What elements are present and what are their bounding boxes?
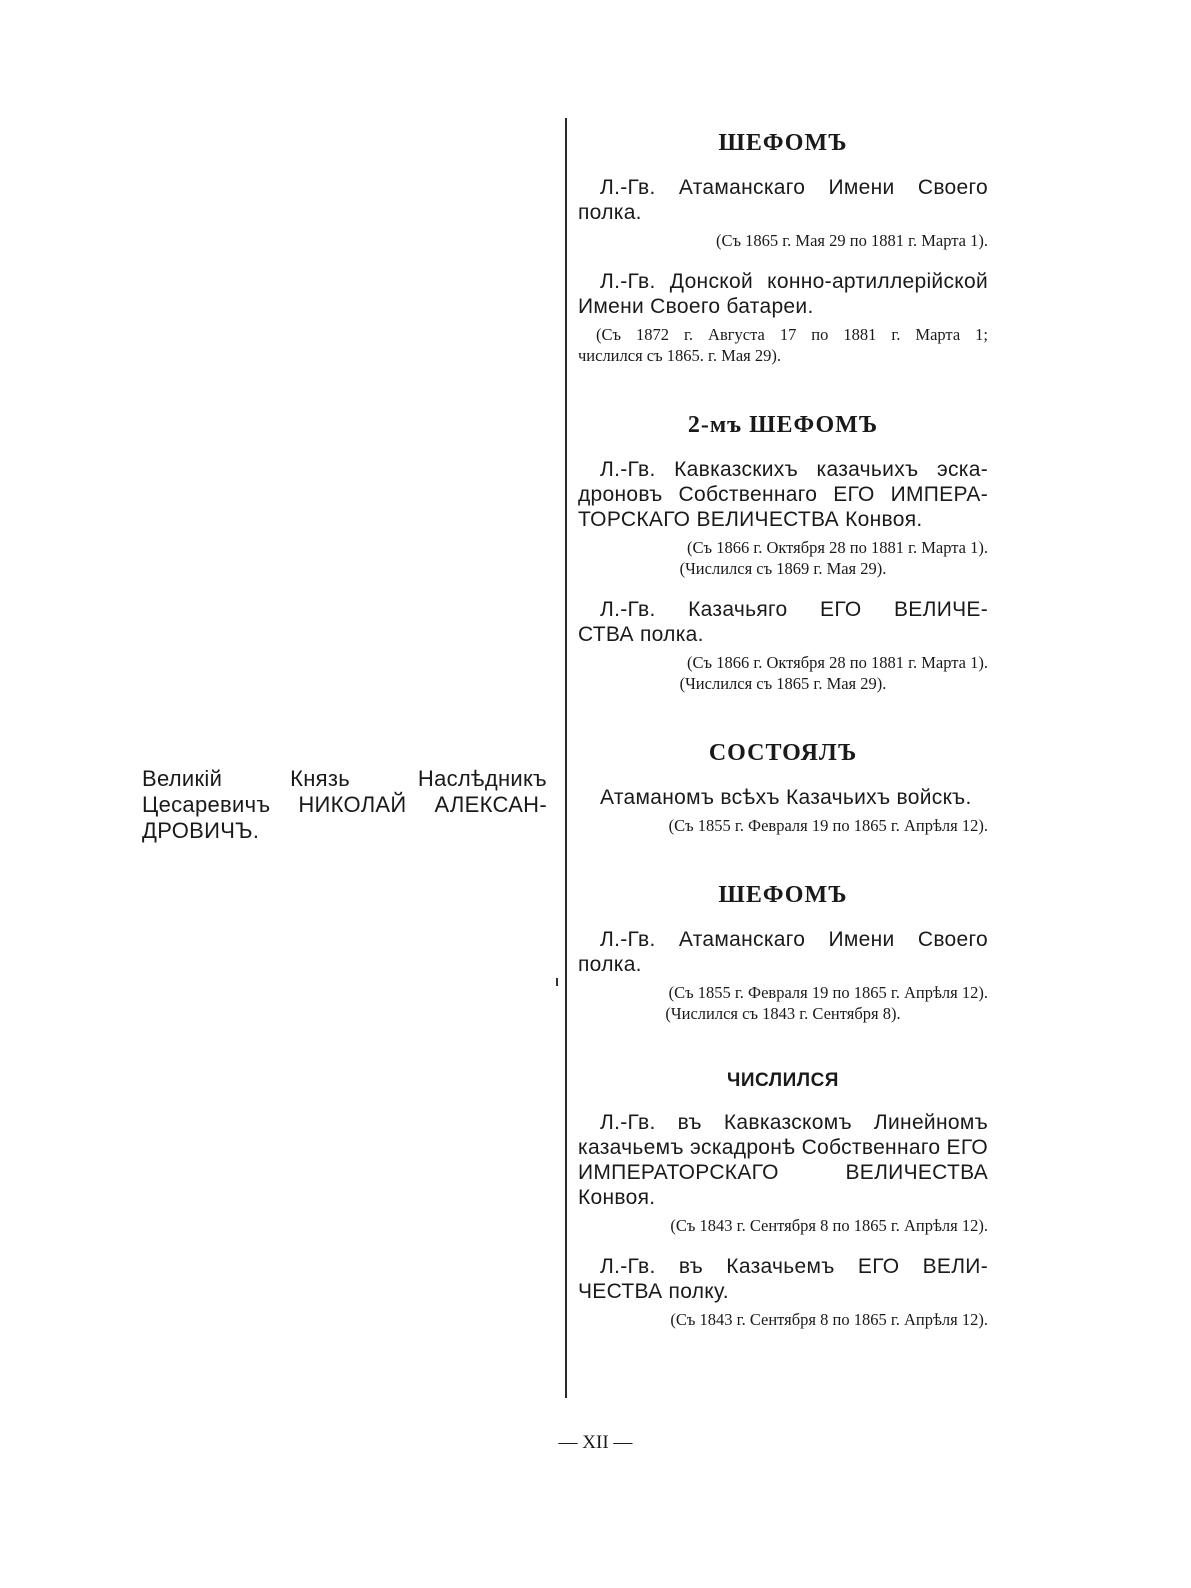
entry: [578, 269, 988, 366]
entry-line: полка.: [578, 201, 642, 224]
note-line: (Съ 1866 г. Октября 28 по 1881 г. Марта 1).: [687, 538, 988, 557]
entry-line: Л.-Гв. Кавказскихъ казачьихъ эска-: [600, 458, 988, 481]
entry-line: полка.: [578, 953, 642, 976]
left-line: Цесаревичъ НИКОЛАЙ АЛЕКСАН-: [142, 792, 547, 817]
note-line: (Съ 1843 г. Сентября 8 по 1865 г. Апрѣля 12).: [670, 1216, 988, 1235]
entry-text: [578, 269, 988, 319]
entry-text: [578, 1254, 988, 1304]
entry: [578, 1110, 988, 1236]
entry-line: Л.-Гв. Атаманскаго Имени Своего: [600, 928, 988, 951]
entry-text: [578, 785, 988, 810]
entry-line: СТВА полка.: [578, 623, 704, 646]
section-heading: СОСТОЯЛЪ: [708, 740, 858, 766]
entry-text: [578, 175, 988, 225]
note-line: (Съ 1872 г. Августа 17 по 1881 г. Марта 1;: [596, 325, 988, 344]
note-line: (Числился съ 1865 г. Мая 29).: [679, 674, 887, 693]
entry-note: [578, 537, 988, 579]
note-line: (Съ 1855 г. Февраля 19 по 1865 г. Апрѣля 12).: [668, 816, 988, 835]
note-line: (Съ 1843 г. Сентября 8 по 1865 г. Апрѣля 12).: [670, 1310, 988, 1329]
entry-note: [578, 324, 988, 366]
entry-line: ИМПЕРАТОРСКАГО ВЕЛИЧЕСТВА: [578, 1161, 988, 1184]
entry-line: Конвоя.: [578, 1186, 656, 1209]
entry-line: казачьемъ эскадронѣ Собственнаго ЕГО: [578, 1136, 988, 1159]
entry: [578, 785, 988, 836]
left-column: [142, 766, 547, 844]
note-line: (Съ 1865 г. Мая 29 по 1881 г. Марта 1).: [715, 231, 988, 250]
entry-line: Атаманомъ всѣхъ Казачьихъ войскъ.: [600, 786, 972, 809]
entry-line: Л.-Гв. Казачьяго ЕГО ВЕЛИЧЕ-: [600, 598, 988, 621]
entry-text: [578, 597, 988, 647]
entry: [578, 927, 988, 1024]
entry: [578, 457, 988, 579]
entry-line: дроновъ Собственнаго ЕГО ИМПЕРА-: [578, 483, 988, 506]
entry-line: Имени Своего батареи.: [578, 295, 814, 318]
entry-note: [578, 1215, 988, 1236]
left-line: Великій Князь Наслѣдникъ: [142, 766, 547, 791]
left-line: ДРОВИЧЪ.: [142, 818, 260, 843]
entry-note: [578, 815, 988, 836]
print-speck: [556, 978, 558, 986]
section-heading: ШЕФОМЪ: [718, 130, 848, 156]
right-column: [578, 130, 988, 1348]
entry-line: Л.-Гв. Донской конно-артиллерійской: [600, 270, 988, 293]
entry: [578, 597, 988, 694]
entry-line: Л.-Гв. въ Казачьемъ ЕГО ВЕЛИ-: [600, 1255, 988, 1278]
section-heading: ШЕФОМЪ: [718, 882, 848, 908]
entry-note: [578, 982, 988, 1024]
entry-text: [578, 927, 988, 977]
note-line: числился съ 1865. г. Мая 29).: [578, 346, 782, 365]
column-divider: [565, 118, 567, 1398]
entry-line: Л.-Гв. Атаманскаго Имени Своего: [600, 176, 988, 199]
entry: [578, 1254, 988, 1330]
entry-line: ЧЕСТВА полку.: [578, 1280, 729, 1303]
note-line: (Съ 1855 г. Февраля 19 по 1865 г. Апрѣля 12).: [668, 983, 988, 1002]
page-number: — XII —: [558, 1432, 633, 1453]
entry-note: [578, 652, 988, 694]
entry-text: [578, 457, 988, 532]
entry-line: Л.-Гв. въ Кавказскомъ Линейномъ: [600, 1111, 988, 1134]
section-heading: 2-мъ ШЕФОМЪ: [687, 412, 879, 438]
entry: [578, 175, 988, 251]
section-heading: ЧИСЛИЛСЯ: [727, 1070, 839, 1091]
entry-line: ТОРСКАГО ВЕЛИЧЕСТВА Конвоя.: [578, 508, 923, 531]
note-line: (Съ 1866 г. Октября 28 по 1881 г. Марта 1).: [687, 653, 988, 672]
note-line: (Числился съ 1869 г. Мая 29).: [679, 559, 887, 578]
note-line: (Числился съ 1843 г. Сентября 8).: [665, 1004, 901, 1023]
entry-note: [578, 230, 988, 251]
entry-text: [578, 1110, 988, 1210]
entry-note: [578, 1309, 988, 1330]
